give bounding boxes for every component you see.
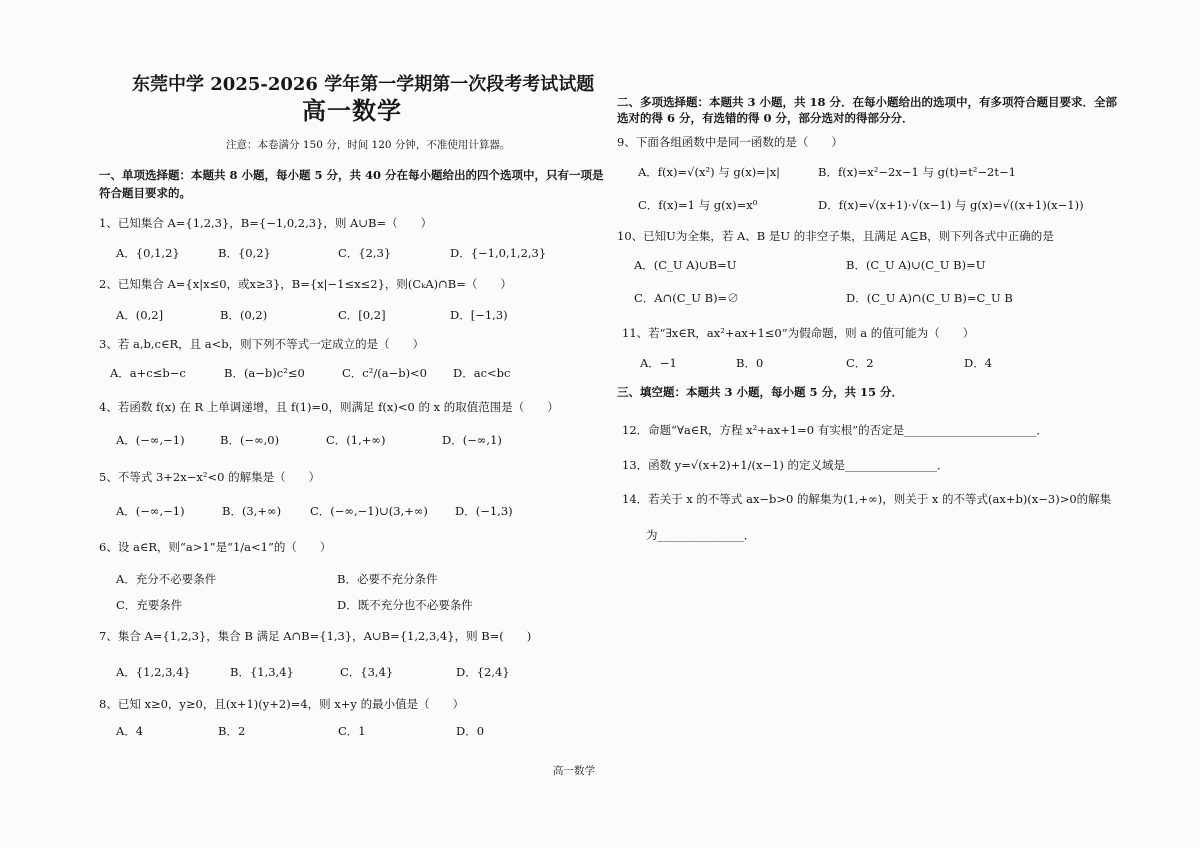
q6-option-d: D．既不充分也不必要条件 <box>337 598 473 612</box>
q9-option-c: C．f(x)=1 与 g(x)=x⁰ <box>638 198 758 212</box>
question-14-line2: 为_______________． <box>646 528 756 542</box>
exam-title: 东莞中学 2025-2026 学年第一学期第一次段考考试试题 <box>132 74 595 95</box>
q10-option-a: A．(C_U A)∪B=U <box>634 258 737 272</box>
q2-option-b: B．(0,2) <box>220 308 268 322</box>
q3-option-c: C．c²/(a−b)<0 <box>342 366 428 380</box>
section1-heading-line2: 符合题目要求的。 <box>99 186 191 200</box>
q6-option-b: B．必要不充分条件 <box>337 572 438 586</box>
q5-option-c: C．(−∞,−1)∪(3,+∞) <box>310 504 428 518</box>
q3-option-a: A．a+c≤b−c <box>110 366 186 380</box>
q8-option-d: D．0 <box>456 724 485 738</box>
section2-heading-line1: 二、多项选择题：本题共 3 小题，共 18 分．在每小题给出的选项中，有多项符合题目要求．全部 <box>617 95 1118 109</box>
q7-option-a: A．{1,2,3,4} <box>116 665 191 679</box>
q2-option-d: D．[−1,3) <box>450 308 508 322</box>
q7-option-d: D．{2,4} <box>456 665 510 679</box>
page-footer: 高一数学 <box>553 765 595 777</box>
q1-option-c: C．{2,3} <box>338 246 392 260</box>
q5-option-d: D．(−1,3) <box>455 504 513 518</box>
q2-option-c: C．[0,2] <box>338 308 386 322</box>
q3-option-b: B．(a−b)c²≤0 <box>224 366 305 380</box>
section3-heading: 三、填空题：本题共 3 小题，每小题 5 分，共 15 分． <box>617 385 904 399</box>
q11-option-d: D．4 <box>964 356 993 370</box>
q4-option-b: B．(−∞,0) <box>220 433 280 447</box>
q1-option-b: B．{0,2} <box>218 246 271 260</box>
q10-option-c: C．A∩(C_U B)=∅ <box>634 291 739 305</box>
question-1-stem: 1、已知集合 A={1,2,3}，B={−1,0,2,3}，则 A∪B=（ ） <box>99 216 433 230</box>
question-12: 12．命题“∀a∈R，方程 x²+ax+1=0 有实根”的否定是_______________________． <box>622 423 1048 437</box>
q11-option-a: A．−1 <box>640 356 677 370</box>
question-3-stem: 3、若 a,b,c∈R，且 a<b，则下列不等式一定成立的是（ ） <box>99 337 425 351</box>
q6-option-a: A．充分不必要条件 <box>116 572 217 586</box>
question-9-stem: 9、下面各组函数中是同一函数的是（ ） <box>617 135 843 149</box>
q4-option-c: C．(1,+∞) <box>326 433 386 447</box>
q11-option-c: C．2 <box>846 356 874 370</box>
subject-title: 高一数学 <box>302 96 402 125</box>
q8-option-b: B．2 <box>218 724 246 738</box>
q7-option-b: B．{1,3,4} <box>230 665 294 679</box>
q6-option-c: C．充要条件 <box>116 598 183 612</box>
question-6-stem: 6、设 a∈R，则“a>1”是“1/a<1”的（ ） <box>99 540 332 554</box>
q5-option-b: B．(3,+∞) <box>222 504 282 518</box>
q8-option-a: A．4 <box>116 724 144 738</box>
question-7-stem: 7、集合 A={1,2,3}，集合 B 满足 A∩B={1,3}，A∪B={1,2,3,4}，则 B=( ) <box>99 629 532 643</box>
question-8-stem: 8、已知 x≥0，y≥0，且(x+1)(y+2)=4，则 x+y 的最小值是（ ） <box>99 697 465 711</box>
q8-option-c: C．1 <box>338 724 366 738</box>
section1-heading-line1: 一、单项选择题：本题共 8 小题，每小题 5 分，共 40 分在每小题给出的四个选项中，只有一项是 <box>99 168 604 182</box>
exam-note: 注意：本卷满分 150 分，时间 120 分钟，不准使用计算器。 <box>226 139 511 151</box>
q1-option-d: D．{−1,0,1,2,3} <box>450 246 547 260</box>
q11-option-b: B．0 <box>736 356 764 370</box>
q9-option-a: A．f(x)=√(x²) 与 g(x)=|x| <box>638 165 781 179</box>
q9-option-d: D．f(x)=√(x+1)·√(x−1) 与 g(x)=√((x+1)(x−1)) <box>818 198 1084 212</box>
question-4-stem: 4、若函数 f(x) 在 R 上单调递增，且 f(1)=0，则满足 f(x)<0 的 x 的取值范围是（ ） <box>99 400 559 414</box>
q10-option-b: B．(C_U A)∪(C_U B)=U <box>846 258 986 272</box>
question-10-stem: 10、已知U为全集，若 A、B 是U 的非空子集，且满足 A⊆B，则下列各式中正确的是 <box>617 229 1054 243</box>
q9-option-b: B．f(x)=x²−2x−1 与 g(t)=t²−2t−1 <box>818 165 1016 179</box>
q5-option-a: A．(−∞,−1) <box>116 504 185 518</box>
q7-option-c: C．{3,4} <box>340 665 394 679</box>
q1-option-a: A．{0,1,2} <box>116 246 180 260</box>
question-11-stem: 11、若“∃x∈R，ax²+ax+1≤0”为假命题，则 a 的值可能为（ ） <box>622 326 975 340</box>
question-14-line1: 14．若关于 x 的不等式 ax−b>0 的解集为(1,+∞)，则关于 x 的不等式(ax+b)(x−3)>0的解集 <box>622 492 1112 506</box>
q4-option-d: D．(−∞,1) <box>442 433 502 447</box>
question-13: 13．函数 y=√(x+2)+1/(x−1) 的定义域是________________． <box>622 458 949 472</box>
section2-heading-line2: 选对的得 6 分，有选错的得 0 分，部分选对的得部分分． <box>617 111 914 125</box>
question-5-stem: 5、不等式 3+2x−x²<0 的解集是（ ） <box>99 470 321 484</box>
q4-option-a: A．(−∞,−1) <box>116 433 185 447</box>
q2-option-a: A．(0,2] <box>116 308 164 322</box>
q3-option-d: D．ac<bc <box>453 366 511 380</box>
question-2-stem: 2、已知集合 A={x|x≤0，或x≥3}，B={x|−1≤x≤2}，则(CₖA)∩B=（ ） <box>99 277 512 291</box>
q10-option-d: D．(C_U A)∩(C_U B)=C_U B <box>846 291 1013 305</box>
